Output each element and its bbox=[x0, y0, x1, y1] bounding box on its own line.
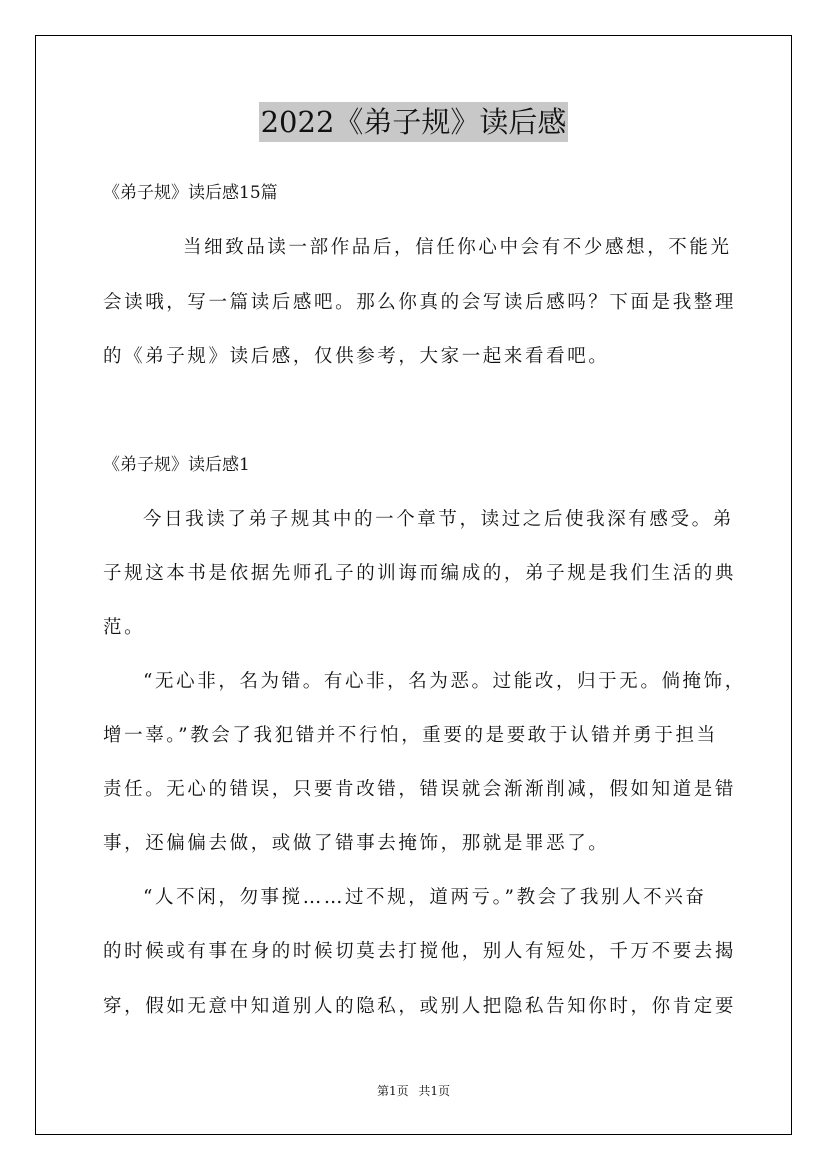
body-line: 责任。无心的错误，只要肯改错，错误就会渐渐削减，假如知道是错 bbox=[103, 779, 737, 800]
body-line: 的时候或有事在身的时候切莫去打搅他，别人有短处，千万不要去揭 bbox=[103, 941, 737, 962]
body-line: 事，还偏偏去做，或做了错事去掩饰，那就是罪恶了。 bbox=[103, 833, 610, 854]
body-line: 范。 bbox=[103, 617, 146, 638]
body-line: 穿，假如无意中知道别人的隐私，或别人把隐私告知你时，你肯定要 bbox=[103, 996, 737, 1017]
page-number-total: 共1页 bbox=[418, 1084, 451, 1098]
intro-line: 会读哦，写一篇读后感吧。那么你真的会写读后感吗？下面是我整理 bbox=[103, 292, 737, 313]
body-line: 今日我读了弟子规其中的一个章节，读过之后使我深有感受。弟 bbox=[143, 509, 734, 530]
page-number-current: 第1页 bbox=[376, 1084, 409, 1098]
body-line: 增一辜。”教会了我犯错并不行怕，重要的是要敢于认错并勇于担当 bbox=[103, 725, 718, 746]
intro-line: 的《弟子规》读后感，仅供参考，大家一起来看看吧。 bbox=[103, 346, 610, 367]
document-subtitle: 《弟子规》读后感15篇 bbox=[103, 183, 278, 203]
body-line: 子规这本书是依据先师孔子的训诲而编成的，弟子规是我们生活的典 bbox=[103, 563, 737, 584]
body-line: “人不闲，勿事搅……过不规，道两亏。”教会了我别人不兴奋 bbox=[143, 887, 707, 908]
title-container bbox=[0, 102, 827, 142]
intro-line: 当细致品读一部作品后，信任你心中会有不少感想，不能光 bbox=[183, 237, 732, 258]
body-line: “无心非，名为错。有心非，名为恶。过能改，归于无。倘掩饰， bbox=[143, 671, 746, 692]
page-footer bbox=[0, 1083, 827, 1099]
document-title: 2022《弟子规》读后感 bbox=[259, 102, 569, 142]
section-heading: 《弟子规》读后感1 bbox=[103, 455, 250, 475]
